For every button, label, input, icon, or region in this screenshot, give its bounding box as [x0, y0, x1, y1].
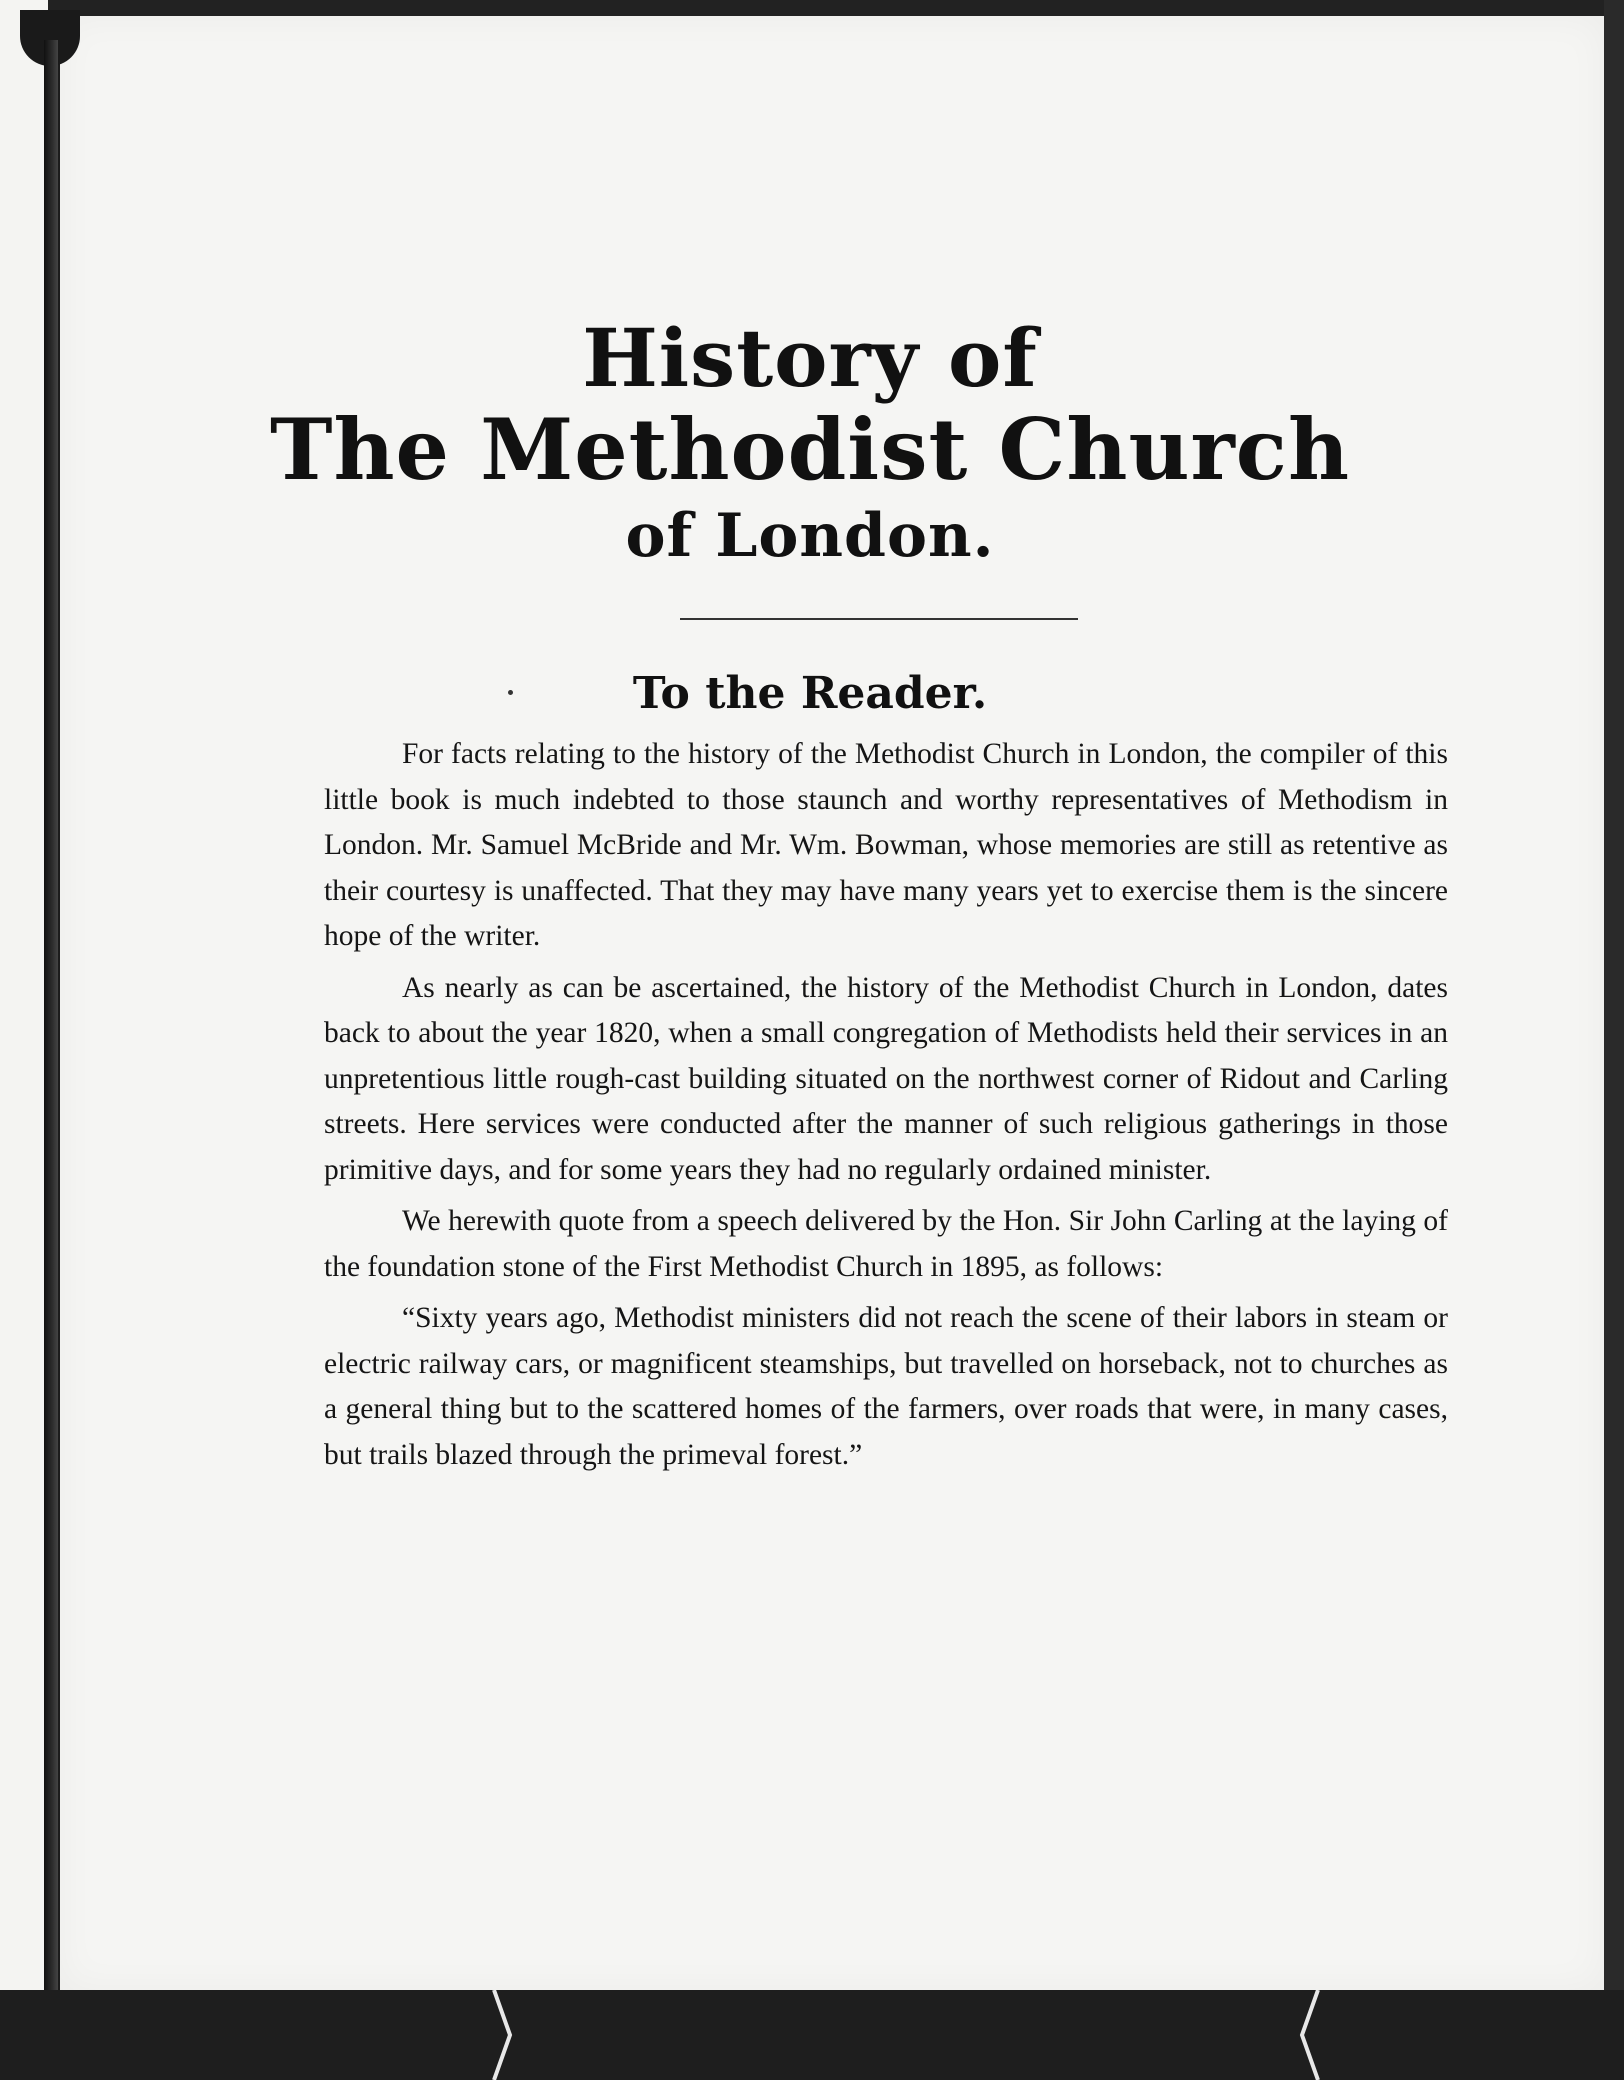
- quote-paragraph: “Sixty years ago, Methodist ministers did not reach the scene of their labors in steam or electric railway cars, or magnificent steamships, but travelled on horseback, not to churches as a general thing but to the scattered homes of the farmers, over roads that were, in many cases, but trails blazed through the primeval forest.”: [324, 1302, 1448, 1471]
- title-divider: [680, 618, 1078, 620]
- paragraph: As nearly as can be ascertained, the history of the Methodist Church in London, dates back to about the year 1820, when a small congregation of Methodists held their services in an unpretentious little rough-cast building situated on the northwest corner of Ridout and Carling streets. Here services were conducted after the manner of such religious gatherings in those primitive days, and for some years they had no regularly ordained minister.: [324, 971, 1448, 1186]
- title-line-3: of London.: [625, 501, 995, 571]
- title-line-2: The Methodist Church: [269, 400, 1351, 499]
- scan-bottom-border: [0, 1990, 1624, 2080]
- scan-right-border: [1604, 0, 1624, 1990]
- body-text: [324, 732, 1448, 1484]
- scan-top-border: [0, 0, 1624, 16]
- book-spine: [44, 40, 58, 1990]
- scan-left-margin: [0, 0, 48, 1990]
- title-line-1: History of: [582, 311, 1038, 405]
- document-title: [260, 300, 1360, 571]
- page-clip-right-icon: [1296, 1990, 1322, 2080]
- paragraph: For facts relating to the history of the Methodist Church in London, the compiler of this little book is much indebted to those staunch and worthy representatives of Methodism in London. Mr. Samuel McBride and Mr. Wm. Bowman, whose memories are still as retentive as their courtesy is unaffected. That they may have many years yet to exercise them is the sincere hope of the writer.: [324, 738, 1448, 952]
- page-clip-left-icon: [490, 1990, 516, 2080]
- paragraph: We herewith quote from a speech delivered by the Hon. Sir John Carling at the laying of the foundation stone of the First Methodist Church in 1895, as follows:: [324, 1205, 1448, 1283]
- section-heading: To the Reader.: [632, 668, 988, 719]
